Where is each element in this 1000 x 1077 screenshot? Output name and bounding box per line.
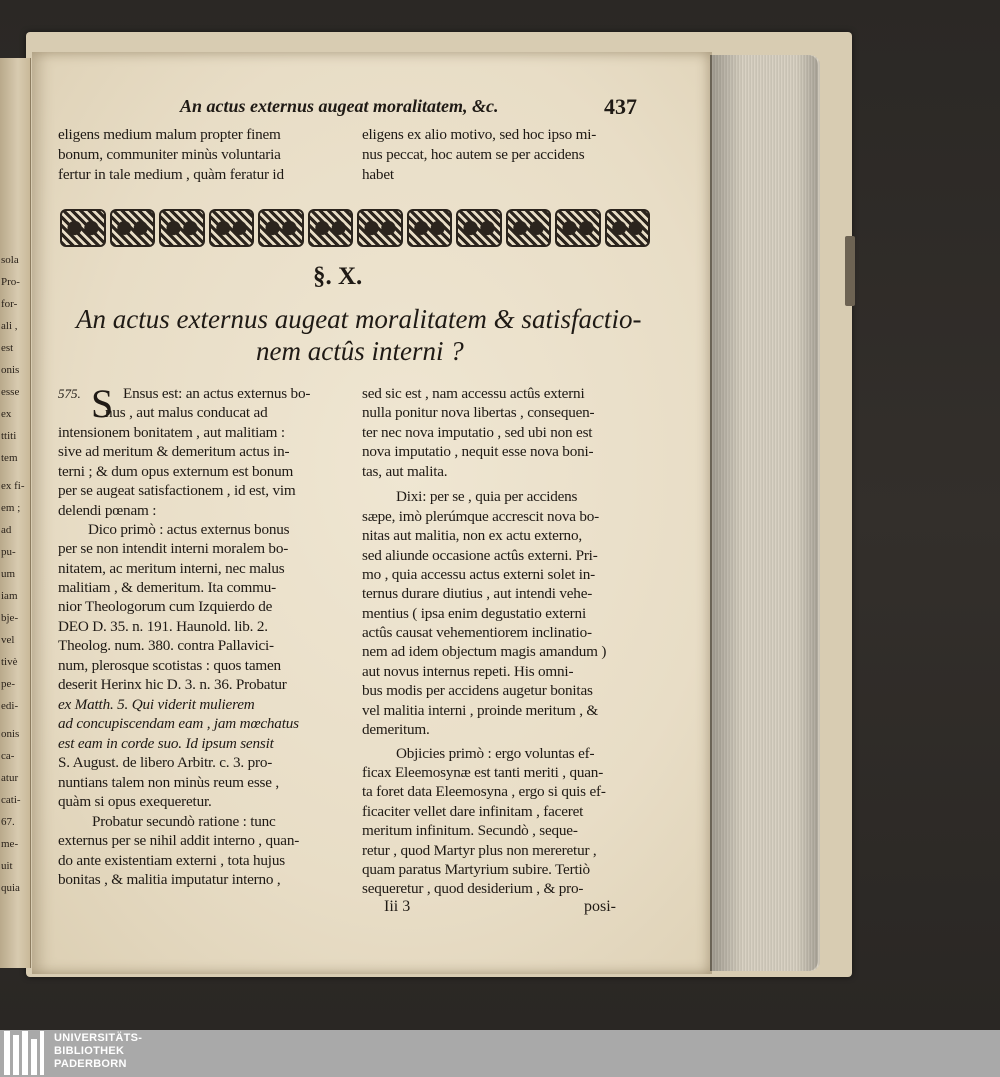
left-column-line: delendi pœnam : — [58, 502, 157, 519]
left-column-line: intensionem bonitatem , aut malitiam : — [58, 424, 285, 441]
left-page-fragment: pu- — [1, 546, 16, 558]
left-page-fragment: onis — [1, 364, 20, 376]
paragraph-number: 575. — [58, 386, 81, 401]
right-column-line: nulla ponitur nova libertas , consequen- — [362, 404, 595, 421]
ornamental-border — [60, 209, 650, 243]
left-column-line: ex Matth. 5. Qui viderit mulierem — [58, 696, 255, 713]
left-column-line: DEO D. 35. n. 191. Haunold. lib. 2. — [58, 618, 268, 635]
right-column-line: vel malitia interni , proinde meritum , & — [362, 702, 599, 719]
left-page-fragment: tem — [1, 452, 18, 464]
left-page-fragment: ttiti — [1, 430, 17, 442]
left-column-line: per se non intendit interni moralem bo- — [58, 540, 289, 557]
left-page-fragment: pe- — [1, 678, 16, 690]
left-column-line: Ensus est: an actus externus bo- — [123, 385, 311, 402]
left-column-line: quàm si opus exequeretur. — [58, 793, 212, 810]
left-column-line: est eam in corde suo. Id ipsum sensit — [58, 735, 274, 752]
catchword: posi- — [584, 898, 616, 915]
left-page-fragment: uit — [1, 860, 13, 872]
top-left-line: fertur in tale medium , quàm feratur id — [58, 166, 284, 183]
left-page-fragment: atur — [1, 772, 19, 784]
page-block-shading — [710, 55, 818, 971]
right-column-line: sæpe, imò plerúmque accrescit nova bo- — [362, 508, 600, 525]
right-column-line: ta foret data Eleemosyna , ergo si quis ef- — [362, 783, 606, 800]
right-column-line: sequeretur , quod desiderium , & pro- — [362, 880, 584, 897]
left-page-edge — [0, 58, 31, 968]
signature-mark: Iii 3 — [384, 898, 411, 915]
left-column-line: ad concupiscendam eam , jam mœchatus — [58, 715, 299, 732]
left-column-line: Dico primò : actus externus bonus — [88, 521, 290, 538]
book-clasp — [845, 236, 855, 306]
page-number: 437 — [604, 94, 637, 119]
right-column-line: ficax Eleemosynæ est tanti meriti , quan- — [362, 764, 604, 781]
left-page-fragment: for- — [1, 298, 18, 310]
left-column-line: sive ad meritum & demeritum actus in- — [58, 443, 290, 460]
left-column-line: num, plerosque scotistas : quos tamen — [58, 657, 281, 674]
top-left-line: bonum, communiter minùs voluntaria — [58, 146, 281, 163]
left-column-line: malitiam , & demeritum. Ita commu- — [58, 579, 277, 596]
right-column-line: nitas aut malitia, non ex actu externo, — [362, 527, 582, 544]
left-column-line: externus per se nihil addit interno , quan- — [58, 832, 300, 849]
right-column-line: quam paratus Martyrium subire. Tertiò — [362, 861, 590, 878]
right-column-line: Dixi: per se , quia per accidens — [396, 488, 578, 505]
left-page-fragment: ali , — [1, 320, 18, 332]
left-page-fragment: est — [1, 342, 14, 354]
library-logo — [4, 1031, 44, 1075]
left-page-fragment: um — [1, 568, 16, 580]
right-column-line: ter nec nova imputatio , sed ubi non est — [362, 424, 593, 441]
top-right-line: habet — [362, 166, 394, 183]
left-column-line: per se augeat satisfactionem , id est, vim — [58, 482, 296, 499]
right-column-line: Objicies primò : ergo voluntas ef- — [396, 745, 595, 762]
library-name-line2: BIBLIOTHEK — [54, 1045, 125, 1057]
right-column-line: sed aliunde occasione actûs externi. Pri- — [362, 547, 598, 564]
left-page-fragment: ex fi- — [1, 480, 25, 492]
left-page-fragment: ex — [1, 408, 12, 420]
left-page-fragment: quia — [1, 882, 20, 894]
left-page-fragment: em ; — [1, 502, 21, 514]
left-column-line: Probatur secundò ratione : tunc — [92, 813, 276, 830]
drop-capital: S — [91, 381, 114, 426]
left-column-line: nior Theologorum cum Izquierdo de — [58, 598, 273, 615]
right-column-line: nem ad idem objectum magis amandum ) — [362, 643, 607, 660]
top-right-line: nus peccat, hoc autem se per accidens — [362, 146, 585, 163]
left-column-line: do ante existentiam externi , tota hujus — [58, 852, 285, 869]
left-page-fragment: edi- — [1, 700, 19, 712]
right-column-line: aut novus internus repeti. His omni- — [362, 663, 574, 680]
left-page-fragment: ad — [1, 524, 12, 536]
right-column-line: bus modis per accidens augetur bonitas — [362, 682, 593, 699]
left-column-line: terni ; & dum opus externum est bonum — [58, 463, 294, 480]
left-page-fragment: sola — [1, 254, 19, 266]
left-column-line: S. August. de libero Arbitr. c. 3. pro- — [58, 754, 273, 771]
left-page-fragment: iam — [1, 590, 18, 602]
left-column-line: bonitas , & malitia imputatur interno , — [58, 871, 281, 888]
library-footer-bar — [0, 1030, 1000, 1077]
top-right-line: eligens ex alio motivo, sed hoc ipso mi- — [362, 126, 597, 143]
library-name-line3: PADERBORN — [54, 1058, 127, 1070]
left-column-line: nus , aut malus conducat ad — [105, 404, 268, 421]
left-page-fragment: vel — [1, 634, 15, 646]
left-column-line: Theolog. num. 380. contra Pallavici- — [58, 637, 274, 654]
left-page-fragment: 67. — [1, 816, 15, 828]
section-title-line1: An actus externus augeat moralitatem & satisfactio- — [76, 304, 642, 334]
right-column-line: retur , quod Martyr plus non mereretur , — [362, 842, 597, 859]
left-page-fragment: me- — [1, 838, 19, 850]
top-left-line: eligens medium malum propter finem — [58, 126, 281, 143]
right-column-line: ternus durare diutius , aut intendi vehe- — [362, 585, 593, 602]
left-column-line: deserit Herinx hic D. 3. n. 36. Probatur — [58, 676, 287, 693]
left-page-fragment: cati- — [1, 794, 21, 806]
library-name-line1: UNIVERSITÄTS- — [54, 1032, 143, 1044]
left-page-fragment: Pro- — [1, 276, 20, 288]
left-page-fragment: bje- — [1, 612, 19, 624]
left-page-fragment: tivè — [1, 656, 18, 668]
left-column-line: nuntians talem non minùs reum esse , — [58, 774, 279, 791]
right-column-line: tas, aut malita. — [362, 463, 448, 480]
left-column-line: nitatem, ac meritum interni, nec malus — [58, 560, 285, 577]
running-title: An actus externus augeat moralitatem, &c. — [180, 96, 499, 116]
right-column-line: actûs causat vehementiorem inclinatio- — [362, 624, 592, 641]
left-page-fragment: onis — [1, 728, 20, 740]
right-column-line: mentius ( ipsa enim degustatio externi — [362, 605, 586, 622]
right-column-line: mo , quia accessu actus externi solet in- — [362, 566, 596, 583]
right-column-line: nova imputatio , nequit esse nova boni- — [362, 443, 594, 460]
section-number: §. X. — [313, 263, 363, 290]
right-column-line: sed sic est , nam accessu actûs externi — [362, 385, 585, 402]
right-column-line: demeritum. — [362, 721, 430, 738]
right-column-line: ficaciter vellet dare infinitam , faceret — [362, 803, 584, 820]
right-column-line: meritum infinitum. Secundò , seque- — [362, 822, 578, 839]
left-page-fragment: esse — [1, 386, 20, 398]
left-page-fragment: ca- — [1, 750, 15, 762]
section-title-line2: nem actûs interni ? — [256, 336, 464, 366]
